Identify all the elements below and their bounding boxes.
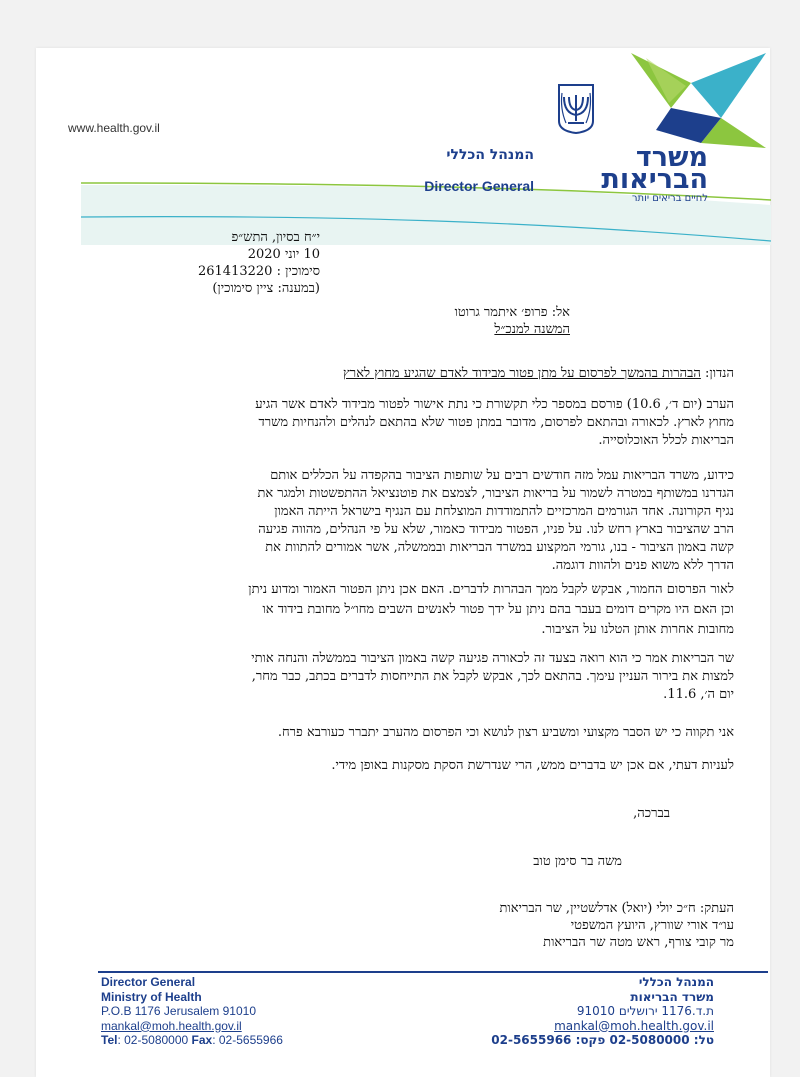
paragraph-line: כידוע, משרד הבריאות עמל מזה חודשים רבים על שותפות הציבור בהקפדה על הכללים אותם bbox=[270, 468, 734, 483]
logo-tagline: לחיים בריאים יותר bbox=[631, 193, 708, 204]
footer-en-title: Director General bbox=[101, 975, 196, 989]
closing-greeting: בברכה, bbox=[633, 806, 670, 821]
footer-hebrew bbox=[491, 975, 714, 1048]
footer-he-phone: טל: 02-5080000 פקס: 02-5655966 bbox=[491, 1033, 714, 1047]
cc-item: מר קובי צורף, ראש מטה שר הבריאות bbox=[543, 935, 734, 950]
subject-label: הנדון: bbox=[705, 366, 734, 381]
website-url[interactable]: www.health.gov.il bbox=[68, 121, 160, 135]
recipient-block bbox=[455, 304, 570, 338]
paragraph-line: הדרך ללא משוא פנים ולהוות דוגמה. bbox=[551, 558, 734, 573]
state-emblem-icon bbox=[556, 83, 596, 135]
footer-en-ministry: Ministry of Health bbox=[101, 989, 202, 1004]
cc-item: העתק: ח״כ יולי (יואל) אדלשטיין, שר הבריאות bbox=[499, 901, 734, 916]
subject-line bbox=[74, 365, 734, 381]
cc-item: עו״ד אורי שוורץ, היועץ המשפטי bbox=[570, 918, 734, 933]
paragraph-line: שר הבריאות אמר כי הוא רואה בצעד זה לכאורה פגיעה קשה באמון הציבור בממשלה והנחה אותי bbox=[251, 651, 734, 666]
gregorian-date: 10 יוני 2020 bbox=[247, 247, 320, 262]
paragraph-line: קשה באמון הציבור - בנו, גורמי המקצוע במשרד הבריאות ובממשלה, אשר אמורים להתוות את bbox=[265, 540, 734, 555]
paragraph-line: מחובות אחרות אותן הטלנו על הציבור. bbox=[541, 622, 734, 637]
cc-list bbox=[499, 900, 734, 951]
signature-name: משה בר סימן טוב bbox=[533, 854, 622, 869]
footer-en-email-link[interactable]: mankal@moh.health.gov.il bbox=[101, 1018, 242, 1033]
department-title-hebrew: המנהל הכללי bbox=[446, 147, 534, 163]
tel-label: Tel bbox=[101, 1033, 118, 1047]
department-title-english: Director General bbox=[424, 178, 534, 194]
logo-text-line2: הבריאות bbox=[601, 164, 708, 195]
footer-divider bbox=[98, 971, 768, 973]
date-block bbox=[198, 229, 320, 297]
footer-he-email-link[interactable]: mankal@moh.health.gov.il bbox=[554, 1018, 714, 1033]
paragraph-2 bbox=[70, 467, 734, 575]
paragraph-line: יום ה׳, 11.6. bbox=[663, 687, 734, 702]
footer-he-title: המנהל הכללי bbox=[638, 975, 714, 989]
footer-english bbox=[101, 975, 283, 1048]
reference-number: סימוכין : 261413220 bbox=[197, 264, 320, 279]
paragraph-line: הגדרנו במשותף במטרה לשמור על בריאות הציבור, לצמצם את פוטנציאל ההתפשטות ולמגר את bbox=[257, 486, 734, 501]
paragraph-line: הבריאות לכלל האוכלוסייה. bbox=[598, 433, 734, 448]
fax-value: : 02-5655966 bbox=[212, 1033, 283, 1047]
paragraph-line: נגיף הקורונה. אחד הגורמים המרכזיים להתמודדות המוצלחת עם הנגיף בישראל הייתה האמון bbox=[274, 504, 734, 519]
paragraph-line: וכן האם היו מקרים דומים בעבר בהם ניתן על ידך פטור לאנשים השבים מחו״ל מחובת בידוד או bbox=[262, 602, 734, 617]
footer-he-ministry: משרד הבריאות bbox=[630, 989, 714, 1004]
recipient-title: המשנה למנכ״ל bbox=[494, 322, 570, 337]
paragraph-line: מחוץ לארץ. לכאורה ובהתאם לפרסום, מדובר במתן פטור שלא בהתאם לנהלים ולהנחיות משרד bbox=[258, 415, 734, 430]
paragraph-3 bbox=[70, 580, 734, 640]
paragraph-line: למצות את בירור העניין עימך. בהתאם לכך, אבקש לקבל את התייחסות לדברים בכתב, כבר מחר, bbox=[251, 669, 734, 684]
paragraph-line: לאור הפרסום החמור, אבקש לקבל ממך הבהרות לדברים. האם אכן ניתן הפטור האמור ומדוע ניתן bbox=[248, 582, 734, 597]
footer-en-address: P.O.B 1176 Jerusalem 91010 bbox=[101, 1004, 256, 1018]
footer-he-address: ת.ד.1176 ירושלים 91010 bbox=[576, 1004, 714, 1018]
hebrew-date: י״ח בסיון, התש״פ bbox=[231, 230, 320, 245]
logo-text-line1: משרד bbox=[635, 142, 708, 173]
footer-en-contact bbox=[101, 1033, 283, 1048]
paragraph-5: אני תקווה כי יש הסבר מקצועי ומשביע רצון לנושא וכי הפרסום מהערב יתברר כעורבא פרח. bbox=[277, 725, 734, 740]
paragraph-4 bbox=[70, 650, 734, 704]
recipient-name: אל: פרופ׳ איתמר גרוטו bbox=[454, 305, 570, 320]
reply-note: (במענה: ציין סימוכין) bbox=[212, 281, 320, 296]
fax-label: Fax bbox=[191, 1033, 213, 1047]
letter-page bbox=[36, 48, 770, 1077]
paragraph-6: לעניות דעתי, אם אכן יש בדברים ממש, הרי שנדרשת הסקת מסקנות באופן מידי. bbox=[331, 758, 734, 773]
subject-text: הבהרות בהמשך לפרסום על מתן פטור מבידוד לאדם שהגיע מחוץ לארץ bbox=[343, 366, 701, 381]
paragraph-1 bbox=[70, 396, 734, 450]
paragraph-line: הרב שהציבור בארץ רחש לנו. על פניו, הפטור מבידוד כאמור, שלא על פי הנהלים, מהווה פגיעה bbox=[258, 522, 734, 537]
tel-value: : 02-5080000 bbox=[117, 1033, 189, 1047]
paragraph-line: הערב (יום ד׳, 10.6) פורסם במספר כלי תקשורת כי נתת אישור לפטור מבידוד לאדם אשר הגיע bbox=[255, 397, 734, 412]
